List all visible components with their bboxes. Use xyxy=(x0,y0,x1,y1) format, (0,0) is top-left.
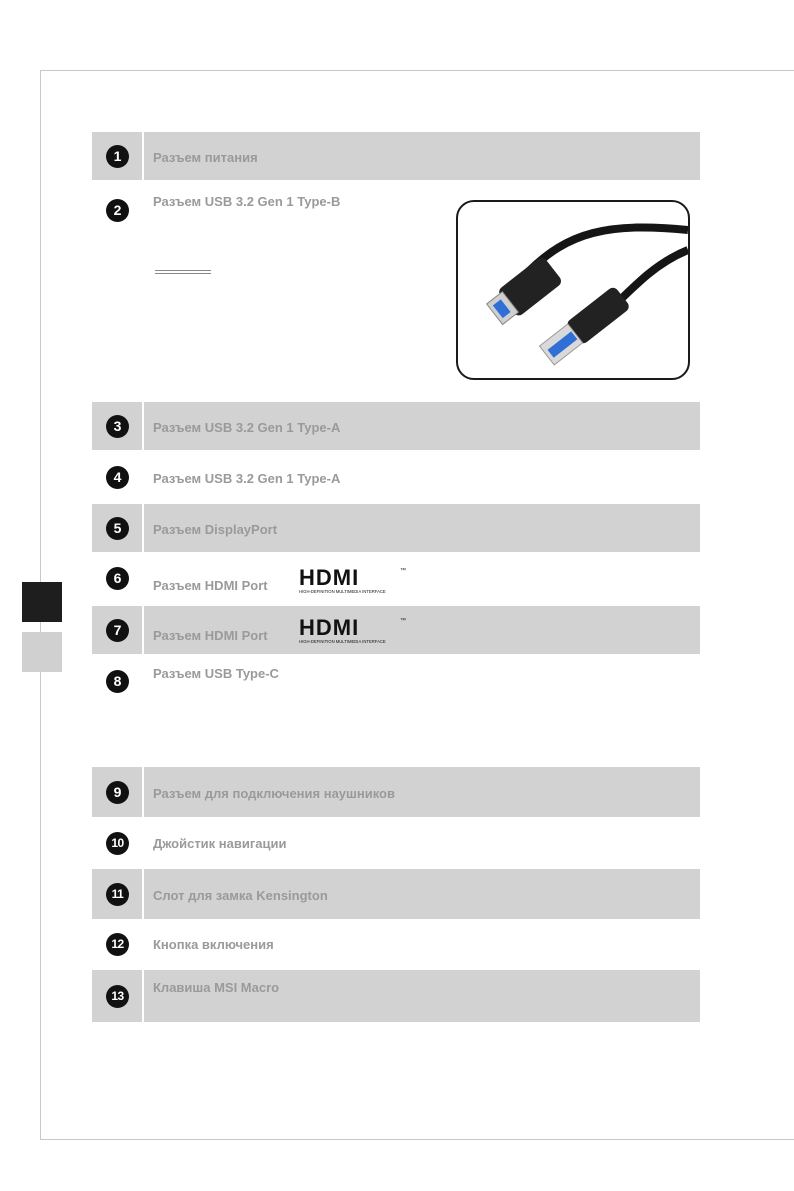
hdmi-logo-word: HDMI xyxy=(299,566,360,590)
row-separator xyxy=(142,869,144,919)
page-frame-top xyxy=(40,70,794,71)
number-badge: 2 xyxy=(106,199,129,222)
list-item-4 xyxy=(92,453,700,501)
hdmi-logo-tagline: HIGH-DEFINITION MULTIMEDIA INTERFACE xyxy=(299,639,386,644)
list-item-9 xyxy=(92,767,700,817)
row-separator xyxy=(142,504,144,552)
number-badge: 7 xyxy=(106,619,129,642)
item-label: Кнопка включения xyxy=(153,937,274,952)
number-badge: 3 xyxy=(106,415,129,438)
item-label: Джойстик навигации xyxy=(153,836,287,851)
row-separator xyxy=(142,132,144,180)
list-item-7 xyxy=(92,606,700,654)
number-badge: 9 xyxy=(106,781,129,804)
item-label: Разъем USB 3.2 Gen 1 Type-B xyxy=(153,194,341,209)
item-label: Слот для замка Kensington xyxy=(153,888,328,903)
item-label: Разъем DisplayPort xyxy=(153,522,278,537)
number-badge: 4 xyxy=(106,466,129,489)
number-badge: 13 xyxy=(106,985,129,1008)
item-label: Разъем питания xyxy=(153,150,258,165)
item-label: Разъем USB 3.2 Gen 1 Type-A xyxy=(153,471,341,486)
list-item-10 xyxy=(92,820,700,866)
number-badge: 8 xyxy=(106,670,129,693)
row-separator xyxy=(142,767,144,817)
item-label: Клавиша MSI Macro xyxy=(153,980,280,995)
chapter-tab-active xyxy=(22,582,62,622)
number-badge: 1 xyxy=(106,145,129,168)
hdmi-logo xyxy=(298,566,408,596)
list-item-13 xyxy=(92,970,700,1022)
hdmi-logo-word: HDMI xyxy=(299,616,360,640)
row-separator xyxy=(142,402,144,450)
list-item-6 xyxy=(92,556,700,604)
item-label: Разъем для подключения наушников xyxy=(153,786,395,801)
number-badge: 5 xyxy=(106,517,129,540)
hdmi-logo xyxy=(298,616,408,646)
chapter-tab-inactive xyxy=(22,632,62,672)
hdmi-logo-tm: ™ xyxy=(400,618,406,624)
usb-cable-image xyxy=(456,200,690,380)
page-frame-bottom xyxy=(40,1139,794,1140)
list-item-5 xyxy=(92,504,700,552)
note-mark xyxy=(155,270,211,274)
row-separator xyxy=(142,606,144,654)
list-item-11 xyxy=(92,869,700,919)
number-badge: 12 xyxy=(106,933,129,956)
number-badge: 10 xyxy=(106,832,129,855)
list-item-8 xyxy=(92,656,700,764)
hdmi-logo-tm: ™ xyxy=(400,568,406,574)
number-badge: 6 xyxy=(106,567,129,590)
list-item-3 xyxy=(92,402,700,450)
number-badge: 11 xyxy=(106,883,129,906)
row-separator xyxy=(142,970,144,1022)
hdmi-logo-tagline: HIGH-DEFINITION MULTIMEDIA INTERFACE xyxy=(299,589,386,594)
item-label: Разъем HDMI Port xyxy=(153,628,268,643)
usb-cable-icon xyxy=(458,202,688,378)
item-label: Разъем HDMI Port xyxy=(153,578,268,593)
list-item-1 xyxy=(92,132,700,180)
list-item-12 xyxy=(92,921,700,967)
item-label: Разъем USB Type-C xyxy=(153,666,279,681)
item-label: Разъем USB 3.2 Gen 1 Type-A xyxy=(153,420,341,435)
